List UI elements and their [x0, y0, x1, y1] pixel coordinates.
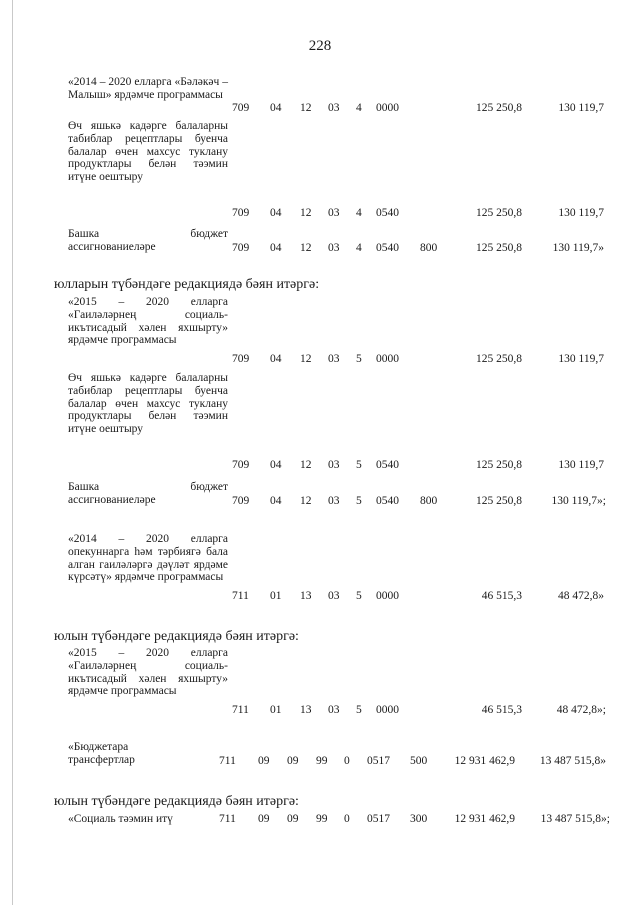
code-expense-type: 800	[420, 495, 438, 507]
code-direction: 0000	[376, 704, 399, 716]
code-subprogram: 4	[356, 102, 362, 114]
code-subprogram: 5	[356, 590, 362, 602]
amount-year-1: 125 250,8	[476, 242, 522, 254]
code-subsection: 13	[300, 590, 312, 602]
row-name: «2015 – 2020 елларга «Гаиләләрнең социаль-икътисадый хәлен яхшырту» ярдәмче программасы	[68, 647, 228, 698]
code-section: 04	[270, 207, 282, 219]
code-ministry: 711	[219, 755, 236, 767]
code-ministry: 711	[232, 704, 249, 716]
code-expense-type: 800	[420, 242, 438, 254]
row-name: «Бюджетара трансфертлар	[68, 741, 135, 766]
code-program: 03	[328, 102, 340, 114]
code-program: 03	[328, 704, 340, 716]
row-name: Башка бюджет ассигнованиеләре	[68, 228, 228, 253]
code-subsection: 12	[300, 102, 312, 114]
code-subprogram: 5	[356, 704, 362, 716]
code-ministry: 709	[232, 102, 250, 114]
table-row	[0, 296, 640, 366]
section-heading: юлын түбәндәге редакциядә бәян итәргә:	[54, 629, 299, 644]
code-section: 04	[270, 242, 282, 254]
amount-year-2: 13 487 515,8»	[539, 755, 606, 767]
code-program: 03	[328, 207, 340, 219]
code-ministry: 711	[219, 813, 236, 825]
code-ministry: 709	[232, 207, 250, 219]
code-direction: 0517	[367, 755, 390, 767]
code-direction: 0000	[376, 590, 399, 602]
amount-year-2: 130 119,7	[558, 207, 604, 219]
code-program: 99	[316, 755, 328, 767]
code-subprogram: 0	[344, 813, 350, 825]
code-subprogram: 0	[344, 755, 350, 767]
code-subprogram: 5	[356, 495, 362, 507]
table-row	[0, 647, 640, 717]
code-program: 03	[328, 459, 340, 471]
amount-year-2: 130 119,7	[558, 102, 604, 114]
row-name: «2014 – 2020 елларга опекуннарга һәм тәрбиягә бала алган гаиләләргә дәүләт ярдәме күрсәтү» ярдәмче программасы	[68, 533, 228, 584]
amount-year-2: 13 487 515,8»;	[540, 813, 610, 825]
code-subsection: 12	[300, 495, 312, 507]
amount-year-2: 130 119,7»;	[551, 495, 606, 507]
code-ministry: 709	[232, 459, 250, 471]
code-program: 03	[328, 353, 340, 365]
code-subsection: 12	[300, 207, 312, 219]
section-heading: юлын түбәндәге редакциядә бәян итәргә:	[54, 794, 299, 809]
row-name: «2014 – 2020 елларга «Бәләкәч – Малыш» ярдәмче программасы	[68, 76, 228, 101]
code-direction: 0000	[376, 353, 399, 365]
code-subsection: 09	[287, 755, 299, 767]
code-subprogram: 4	[356, 242, 362, 254]
code-section: 09	[258, 755, 270, 767]
code-section: 04	[270, 495, 282, 507]
code-section: 09	[258, 813, 270, 825]
code-subsection: 09	[287, 813, 299, 825]
code-ministry: 711	[232, 590, 249, 602]
page-number: 228	[308, 38, 332, 54]
code-direction: 0517	[367, 813, 390, 825]
row-name: Өч яшькә кадәрге балаларны табиблар рецептлары буенча балалар өчен махсус туклану продуктлары белән тәэмин итүне оештыру	[68, 372, 228, 436]
amount-year-2: 130 119,7	[558, 353, 604, 365]
code-direction: 0540	[376, 495, 399, 507]
row-name: Өч яшькә кадәрге балаларны табиблар рецептлары буенча балалар өчен махсус туклану продуктлары белән тәэмин итүне оештыру	[68, 120, 228, 184]
row-name: «Социаль тәэмин итү	[68, 813, 173, 825]
code-ministry: 709	[232, 495, 250, 507]
code-subprogram: 5	[356, 459, 362, 471]
code-section: 01	[270, 590, 282, 602]
code-direction: 0540	[376, 242, 399, 254]
code-direction: 0000	[376, 102, 399, 114]
row-name: Башка бюджет ассигнованиеләре	[68, 481, 228, 506]
amount-year-2: 48 472,8»;	[556, 704, 606, 716]
code-section: 01	[270, 704, 282, 716]
code-subsection: 12	[300, 353, 312, 365]
amount-year-1: 12 931 462,9	[454, 813, 515, 825]
table-row	[0, 372, 640, 472]
amount-year-1: 12 931 462,9	[454, 755, 515, 767]
amount-year-1: 125 250,8	[476, 459, 522, 471]
table-row	[0, 741, 640, 769]
code-ministry: 709	[232, 242, 250, 254]
code-program: 03	[328, 242, 340, 254]
code-program: 99	[316, 813, 328, 825]
table-row	[0, 228, 640, 256]
amount-year-1: 125 250,8	[476, 353, 522, 365]
amount-year-1: 46 515,3	[481, 590, 522, 602]
code-subsection: 12	[300, 242, 312, 254]
amount-year-2: 130 119,7	[558, 459, 604, 471]
amount-year-1: 125 250,8	[476, 207, 522, 219]
code-expense-type: 300	[410, 813, 428, 825]
code-subprogram: 5	[356, 353, 362, 365]
code-section: 04	[270, 353, 282, 365]
code-subprogram: 4	[356, 207, 362, 219]
code-section: 04	[270, 459, 282, 471]
code-section: 04	[270, 102, 282, 114]
code-program: 03	[328, 495, 340, 507]
amount-year-1: 125 250,8	[476, 102, 522, 114]
code-direction: 0540	[376, 207, 399, 219]
row-name: «2015 – 2020 елларга «Гаиләләрнең социаль-икътисадый хәлен яхшырту» ярдәмче программасы	[68, 296, 228, 347]
amount-year-1: 46 515,3	[481, 704, 522, 716]
table-row	[0, 813, 640, 829]
code-subsection: 13	[300, 704, 312, 716]
code-expense-type: 500	[410, 755, 428, 767]
table-row	[0, 533, 640, 603]
amount-year-2: 130 119,7»	[552, 242, 604, 254]
amount-year-1: 125 250,8	[476, 495, 522, 507]
table-row	[0, 481, 640, 509]
section-heading: юлларын түбәндәге редакциядә бәян итәргә:	[54, 277, 320, 292]
code-ministry: 709	[232, 353, 250, 365]
code-subsection: 12	[300, 459, 312, 471]
code-direction: 0540	[376, 459, 399, 471]
code-program: 03	[328, 590, 340, 602]
table-row	[0, 120, 640, 220]
amount-year-2: 48 472,8»	[558, 590, 604, 602]
